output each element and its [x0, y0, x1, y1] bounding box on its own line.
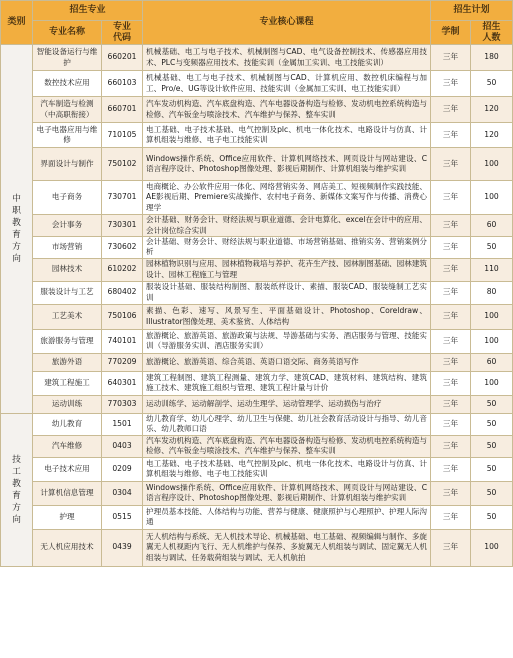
major-code-cell: 0209 — [102, 457, 143, 481]
years-cell: 三年 — [431, 258, 471, 281]
plan-cell: 100 — [471, 529, 513, 566]
plan-cell: 100 — [471, 371, 513, 395]
course-cell: 幼儿教育学、幼儿心理学、幼儿卫生与保健、幼儿社会教育活动设计与指导、幼儿音乐、幼儿教师口语 — [143, 413, 431, 435]
major-name-cell: 运动训练 — [33, 395, 102, 413]
table-row — [1, 181, 513, 215]
plan-cell: 50 — [471, 413, 513, 435]
major-code-cell: 1501 — [102, 413, 143, 435]
category-group-label — [1, 45, 33, 414]
major-name-cell: 电子技术应用 — [33, 457, 102, 481]
plan-cell: 50 — [471, 71, 513, 97]
major-code-cell: 750102 — [102, 148, 143, 181]
major-name-cell: 护理 — [33, 505, 102, 529]
major-name-cell: 汽车维修 — [33, 435, 102, 457]
years-cell: 三年 — [431, 435, 471, 457]
major-code-cell: 740101 — [102, 329, 143, 353]
plan-cell: 100 — [471, 148, 513, 181]
major-name-cell: 电子商务 — [33, 181, 102, 215]
major-name-cell: 市场营销 — [33, 237, 102, 259]
header-major-code — [102, 21, 143, 45]
table-row — [1, 395, 513, 413]
years-cell: 三年 — [431, 97, 471, 123]
years-cell: 三年 — [431, 481, 471, 505]
major-code-cell: 770209 — [102, 353, 143, 371]
course-cell: 电工基础、电子技术基础、电气控制及plc、机电一体化技术、电路设计与仿真、计算机组装与维修、电子电工技能实训 — [143, 457, 431, 481]
table-row — [1, 97, 513, 123]
years-cell: 三年 — [431, 505, 471, 529]
table-row — [1, 71, 513, 97]
plan-cell: 180 — [471, 45, 513, 71]
major-name-cell: 无人机应用技术 — [33, 529, 102, 566]
course-cell: 运动训练学、运动解剖学、运动生理学、运动管理学、运动损伤与治疗 — [143, 395, 431, 413]
course-cell: 无人机结构与系统、无人机技术导论、机械基础、电工基础、视频编辑与制作、多旋翼无人机视距内飞行、无人机维护与保养、多旋翼无人机组装与调试、固定翼无人机组装与调试、任务载荷组装与调试、无人机航拍 — [143, 529, 431, 566]
major-name-cell: 建筑工程施工 — [33, 371, 102, 395]
major-name-cell: 汽车制造与检测（中高职衔接） — [33, 97, 102, 123]
plan-cell: 80 — [471, 281, 513, 304]
course-cell: 汽车发动机构造、汽车底盘构造、汽车电器设备构造与检修、发动机电控系统构造与检修、汽车钣金与喷涂技术、汽车维护与保养、整车实训 — [143, 435, 431, 457]
major-code-cell: 0304 — [102, 481, 143, 505]
major-name-cell: 智能设备运行与维护 — [33, 45, 102, 71]
table-row — [1, 353, 513, 371]
years-cell: 三年 — [431, 529, 471, 566]
header-category: 类别 — [1, 1, 33, 45]
table-row — [1, 304, 513, 329]
plan-cell: 50 — [471, 505, 513, 529]
table-row — [1, 45, 513, 71]
major-name-cell: 工艺美术 — [33, 304, 102, 329]
plan-cell: 60 — [471, 353, 513, 371]
table-row — [1, 215, 513, 237]
table-row — [1, 435, 513, 457]
major-code-cell: 640301 — [102, 371, 143, 395]
table-row — [1, 481, 513, 505]
plan-cell: 100 — [471, 329, 513, 353]
course-cell: 会计基础、财务会计、财经法规与职业道德、会计电算化、excel在会计中的应用、会计岗位综合实训 — [143, 215, 431, 237]
course-cell: 汽车发动机构造、汽车底盘构造、汽车电器设备构造与检修、发动机电控系统构造与检修、汽车钣金与喷涂技术、汽车维护与保养、整车实训 — [143, 97, 431, 123]
header-enroll-major: 招生专业 — [33, 1, 143, 21]
major-code-cell: 730602 — [102, 237, 143, 259]
course-cell: 会计基础、财务会计、财经法规与职业道德、市场营销基础、推销实务、营销案例分析 — [143, 237, 431, 259]
plan-cell: 120 — [471, 97, 513, 123]
years-cell: 三年 — [431, 71, 471, 97]
years-cell: 三年 — [431, 148, 471, 181]
major-code-cell: 0403 — [102, 435, 143, 457]
plan-cell: 60 — [471, 215, 513, 237]
header-plan: 招生计划 — [431, 1, 513, 21]
table-row — [1, 505, 513, 529]
course-cell: 服装设计基础、服装结构制图、服装纸样设计、素描、服装CAD、服装缝制工艺实训 — [143, 281, 431, 304]
table-row — [1, 371, 513, 395]
major-code-cell: 680402 — [102, 281, 143, 304]
major-name-cell: 数控技术应用 — [33, 71, 102, 97]
major-name-cell: 会计事务 — [33, 215, 102, 237]
header-major-code-label: 专业代码 — [112, 21, 131, 43]
course-cell: 建筑工程制图、建筑工程测量、建筑力学、建筑CAD、建筑材料、建筑结构、建筑施工技术、建筑施工组织与管理、建筑工程计量与计价 — [143, 371, 431, 395]
years-cell: 三年 — [431, 215, 471, 237]
course-cell: 旅游概论、旅游英语、旅游政策与法规、导游基础与实务、酒店服务与管理、技能实训（导游服务实训、酒店服务实训） — [143, 329, 431, 353]
header-core-courses: 专业核心课程 — [143, 1, 431, 45]
years-cell: 三年 — [431, 395, 471, 413]
years-cell: 三年 — [431, 329, 471, 353]
years-cell: 三年 — [431, 353, 471, 371]
table-row — [1, 237, 513, 259]
major-code-cell: 0439 — [102, 529, 143, 566]
course-cell: 机械基础、电工与电子技术、机械制图与CAD、计算机应用、数控机床编程与加工、Pro/e、UG等设计软件应用、技能实训（金属加工实训、电工技能实训） — [143, 71, 431, 97]
major-name-cell: 服装设计与工艺 — [33, 281, 102, 304]
years-cell: 三年 — [431, 413, 471, 435]
years-cell: 三年 — [431, 281, 471, 304]
plan-cell: 100 — [471, 304, 513, 329]
table-row — [1, 413, 513, 435]
major-name-cell: 计算机信息管理 — [33, 481, 102, 505]
plan-cell: 50 — [471, 237, 513, 259]
course-cell: 护理员基本技能、人体结构与功能、营养与健康、健康照护与心理照护、护理人际沟通 — [143, 505, 431, 529]
table-row — [1, 258, 513, 281]
major-code-cell: 0515 — [102, 505, 143, 529]
years-cell: 三年 — [431, 457, 471, 481]
category-group-text: 技工教育方向 — [12, 454, 21, 525]
major-code-cell: 610202 — [102, 258, 143, 281]
header-count — [471, 21, 513, 45]
years-cell: 三年 — [431, 45, 471, 71]
plan-cell: 120 — [471, 123, 513, 148]
major-code-cell: 660201 — [102, 45, 143, 71]
years-cell: 三年 — [431, 237, 471, 259]
header-count-label: 招生人数 — [482, 21, 501, 43]
major-name-cell: 界面设计与制作 — [33, 148, 102, 181]
major-code-cell: 660701 — [102, 97, 143, 123]
header-years: 学制 — [431, 21, 471, 45]
major-name-cell: 旅游外语 — [33, 353, 102, 371]
table-row — [1, 148, 513, 181]
table-row — [1, 529, 513, 566]
table-row — [1, 457, 513, 481]
course-cell: 旅游概论、旅游英语、综合英语、英语口语交际、商务英语写作 — [143, 353, 431, 371]
category-group-label — [1, 413, 33, 566]
plan-cell: 50 — [471, 481, 513, 505]
plan-cell: 50 — [471, 435, 513, 457]
years-cell: 三年 — [431, 123, 471, 148]
major-code-cell: 710105 — [102, 123, 143, 148]
plan-cell: 50 — [471, 457, 513, 481]
category-group-text: 中职教育方向 — [12, 193, 21, 264]
major-code-cell: 770303 — [102, 395, 143, 413]
major-name-cell: 旅游服务与管理 — [33, 329, 102, 353]
course-cell: Windows操作系统、Office应用软件、计算机网络技术、网页设计与网站建设、C语言程序设计、Photoshop图像处理、影视后期制作、计算机组装与维护实训 — [143, 481, 431, 505]
major-name-cell: 幼儿教育 — [33, 413, 102, 435]
course-cell: Windows操作系统、Office应用软件、计算机网络技术、网页设计与网站建设、C语言程序设计、Photoshop图像处理、影视后期制作、计算机组装与维护实训 — [143, 148, 431, 181]
years-cell: 三年 — [431, 304, 471, 329]
course-cell: 机械基础、电工与电子技术、机械制图与CAD、电气设备控制技术、传感器应用技术、PLC与变频器应用技术、技能实训（金属加工实训、电工技能实训） — [143, 45, 431, 71]
major-code-cell: 750106 — [102, 304, 143, 329]
course-cell: 园林植物识别与应用、园林植物栽培与养护、花卉生产技、园林制图基础、园林建筑设计、园林工程施工与管理 — [143, 258, 431, 281]
major-code-cell: 660103 — [102, 71, 143, 97]
plan-cell: 100 — [471, 181, 513, 215]
table-row — [1, 281, 513, 304]
major-name-cell: 电子电器应用与维修 — [33, 123, 102, 148]
table-row — [1, 329, 513, 353]
years-cell: 三年 — [431, 371, 471, 395]
course-cell: 素描、色彩、速写、风景写生、平面基础设计、Photoshop、Coreldraw、Illustrator图像处理、美术鉴赏、人体结构 — [143, 304, 431, 329]
plan-cell: 50 — [471, 395, 513, 413]
table-row — [1, 123, 513, 148]
plan-cell: 110 — [471, 258, 513, 281]
header-major-name: 专业名称 — [33, 21, 102, 45]
course-cell: 电工基础、电子技术基础、电气控制及plc、机电一体化技术、电路设计与仿真、计算机组装与维修、电子电工技能实训 — [143, 123, 431, 148]
major-name-cell: 园林技术 — [33, 258, 102, 281]
major-code-cell: 730301 — [102, 215, 143, 237]
course-cell: 电商概论、办公软件应用一体化、网络营销实务、网店美工、短视频制作实践技能、AE影视后期、Premiere实战操作、农村电子商务、新媒体文案写作与传播、消费心理学 — [143, 181, 431, 215]
years-cell: 三年 — [431, 181, 471, 215]
major-code-cell: 730701 — [102, 181, 143, 215]
